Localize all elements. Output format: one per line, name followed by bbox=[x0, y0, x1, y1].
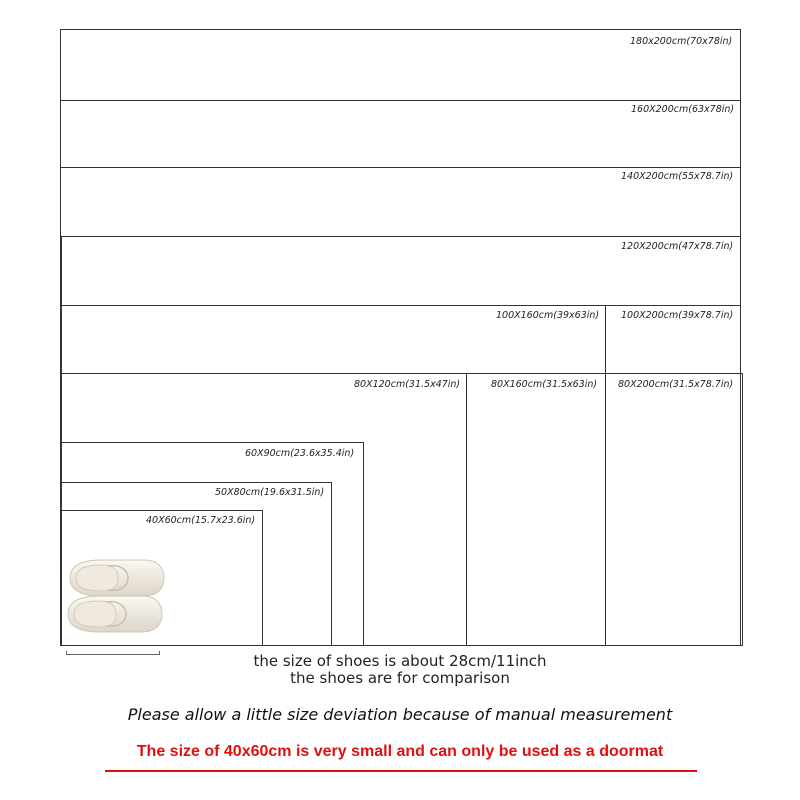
shoe-size-caption: the size of shoes is about 28cm/11inch bbox=[253, 652, 547, 670]
label-80x120: 80X120cm(31.5x47in) bbox=[354, 379, 461, 390]
label-100x160: 100X160cm(39x63in) bbox=[496, 310, 600, 321]
doormat-warning: The size of 40x60cm is very small and can only be used as a doormat bbox=[136, 743, 664, 760]
comparison-caption: the shoes are for comparison bbox=[290, 669, 510, 687]
label-80x200: 80X200cm(31.5x78.7in) bbox=[618, 379, 734, 390]
label-180x200: 180x200cm(70x78in) bbox=[630, 36, 733, 47]
slippers-icon bbox=[62, 556, 170, 636]
label-120x200: 120X200cm(47x78.7in) bbox=[621, 241, 734, 252]
label-100x200: 100X200cm(39x78.7in) bbox=[621, 310, 734, 321]
label-40x60: 40X60cm(15.7x23.6in) bbox=[146, 515, 256, 526]
label-60x90: 60X90cm(23.6x35.4in) bbox=[245, 448, 355, 459]
label-80x160: 80X160cm(31.5x63in) bbox=[491, 379, 598, 390]
label-50x80: 50X80cm(19.6x31.5in) bbox=[215, 487, 325, 498]
label-140x200: 140X200cm(55x78.7in) bbox=[621, 171, 734, 182]
warning-underline bbox=[105, 770, 697, 772]
deviation-note: Please allow a little size deviation because of manual measurement bbox=[127, 705, 673, 724]
label-160x200: 160X200cm(63x78in) bbox=[631, 104, 735, 115]
